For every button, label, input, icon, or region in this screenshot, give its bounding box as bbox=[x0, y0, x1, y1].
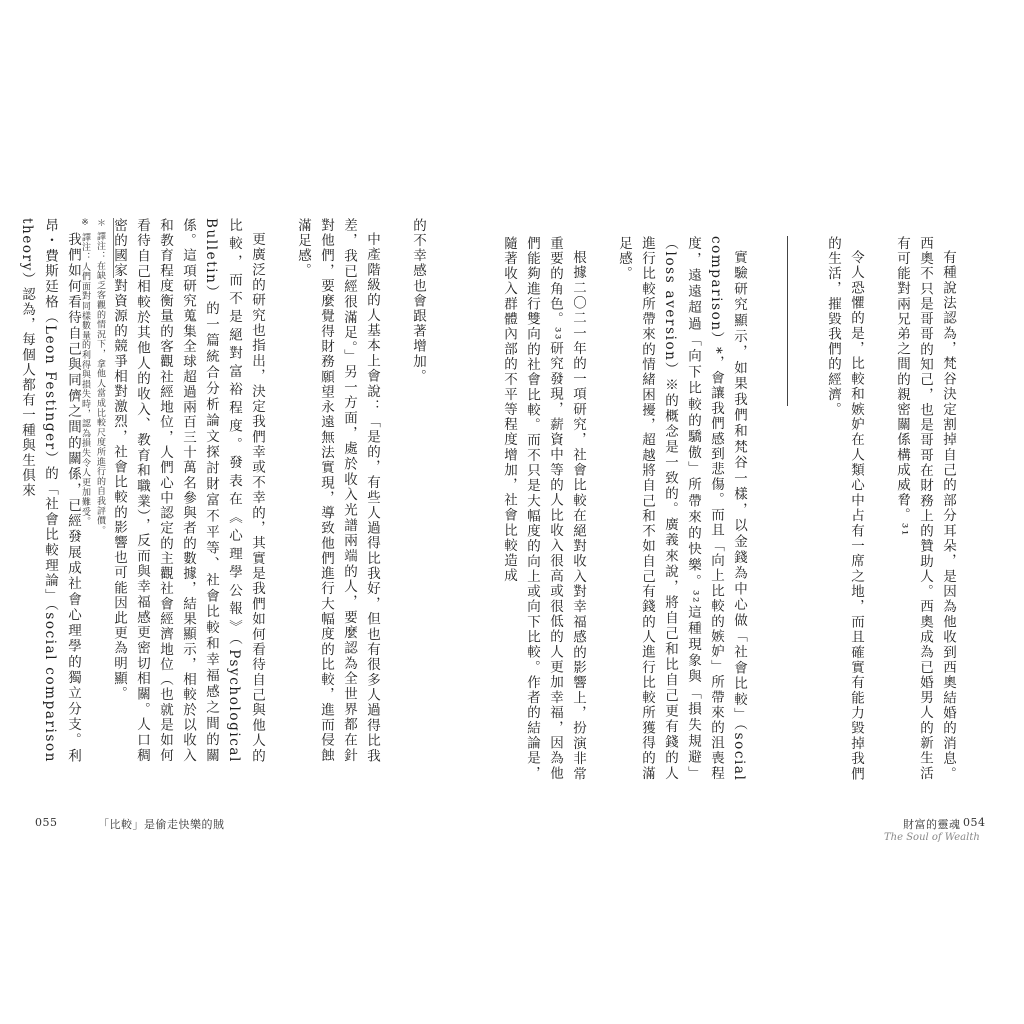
footnote-2: ※ 譯注：人們面對同樣數量的利得與損失時，認為損失令人更加難受。 bbox=[80, 218, 90, 527]
left-paragraph-3: 更廣泛的研究也指出，決定我們幸或不幸的，其實是我們如何看待自己與他人的比較，而不是絕對富裕程度。發表在《心理學公報》（Psychological Bulletin）的一篇統合分析論文探討財富不平等、社會比較和幸福感之間的關係。這項研究蒐集全球超過兩百三十萬名參與者的數據，結果顯示，相較於以收入和教育程度衡量的客觀社經地位，人們心中認定的主觀社會經濟地位（也就是如何看待自己相較於其他人的收入、教育和職業），反而與幸福感更密切相關。人口稠密的國家對資源的競爭相對激烈，社會比較的影響也可能因此更為明顯。 bbox=[111, 218, 265, 763]
right-page-body bbox=[501, 236, 982, 781]
footnote-rule bbox=[113, 218, 114, 278]
right-paragraph-4: 根據二〇二一年的一項研究，社會比較在絕對收入對幸福感的影響上，扮演非常重要的角色。³³研究發現，薪資中等的人比收入很高或很低的人更加幸福，因為他們能夠進行雙向的社會比較。而不只是大幅度的向上或向下比較。作者的結論是，隨著收入群體內部的不平等程度增加，社會比較造成 bbox=[501, 236, 586, 781]
left-paragraph-2: 中產階級的人基本上會說：「是的，有些人過得比我好，但也有很多人過得比我差，我已經很滿足。」另一方面，處於收入光譜兩端的人，要麼認為全世界都在針對他們，要麼覺得財務願望永遠無法實現，導致他們進行大幅度的比較，進而侵蝕滿足感。 bbox=[295, 218, 380, 763]
running-head-right: 財富的靈魂 bbox=[903, 818, 961, 831]
running-head-right-subtitle: The Soul of Wealth bbox=[884, 832, 980, 843]
page-number-right: 054 bbox=[963, 816, 986, 829]
left-paragraph-4: 我們如何看待自己與同儕之間的關係，已經發展成社會心理學的獨立分支。利昂・費斯廷格（Leon Festinger）的「社會比較理論」（social comparison theory）認為，每個人都有一種與生俱來 bbox=[19, 218, 81, 763]
page-number-left: 055 bbox=[35, 816, 58, 829]
right-paragraph-3: 實驗研究顯示，如果我們和梵谷一樣，以金錢為中心做「社會比較」（social comparison）*，會讓我們感到悲傷。而且「向上比較的嫉妒」所帶來的沮喪程度，遠遠超過「向下比較的驕傲」所帶來的快樂。³²這種現象與「損失規避」（loss aversion）※的概念是一致的。廣義來說，將自己和比自己更有錢的人進行比較所帶來的情緒困擾，超越將自己和不如自己有錢的人進行比較所獲得的滿足感。 bbox=[616, 236, 747, 781]
footnote-1: ＊ 譯注：在缺乏客觀的情況下，拿他人當成比較尺度所進行的自我評價。 bbox=[95, 218, 105, 536]
left-paragraph-1: 的不幸感也會跟著增加。 bbox=[410, 218, 426, 385]
footnotes bbox=[64, 218, 114, 548]
right-paragraph-1: 有種說法認為，梵谷決定割掉自己的部分耳朵，是因為他收到西奧結婚的消息。西奧不只是哥哥的知己，也是哥哥在財務上的贊助人。西奧成為已婚男人的新生活有可能對兩兄弟之間的親密關係構成威脅。³¹ bbox=[894, 236, 956, 781]
running-head-left: 「比較」是偷走快樂的賊 bbox=[98, 818, 225, 831]
section-divider bbox=[787, 236, 788, 406]
right-paragraph-2: 令人恐懼的是，比較和嫉妒在人類心中占有一席之地，而且確實有能力毀掉我們的生活，摧毀我們的經濟。 bbox=[825, 236, 864, 781]
